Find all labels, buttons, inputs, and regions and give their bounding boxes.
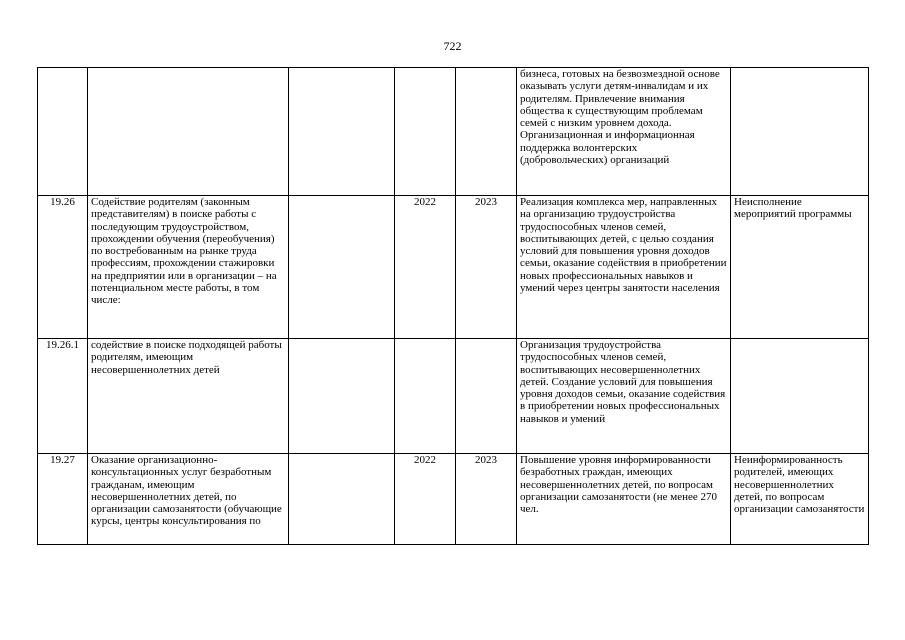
row-number-cell: 19.26.1 (38, 339, 88, 454)
measure-name-cell (88, 68, 289, 196)
empty-cell (289, 196, 395, 339)
start-year-cell: 2022 (395, 196, 456, 339)
measure-name-cell: содействие в поиске подходящей работы родителям, имеющим несовершеннолетних детей (88, 339, 289, 454)
expected-result-cell: бизнеса, готовых на безвозмездной основе оказывать услуги детям-инвалидам и их родителям. Привлечение внимания общества к существующим проблемам семей с низким уровнем дохода. Организационная и информационная поддержка волонтерских (добровольческих) организаций (517, 68, 731, 196)
expected-result-cell: Реализация комплекса мер, направленных на организацию трудоустройства трудоспособных членов семей, воспитывающих детей, с целью создания условий для повышения уровня доходов семьи, оказание содействия в приобретении новых профессиональных навыков и умений через центры занятости населения (517, 196, 731, 339)
empty-cell (289, 68, 395, 196)
expected-result-cell: Повышение уровня информированности безработных граждан, имеющих несовершеннолетних детей, по вопросам организации самозанятости (не менее 270 чел. (517, 454, 731, 545)
empty-cell (289, 339, 395, 454)
measures-table (37, 67, 869, 545)
row-number-cell (38, 68, 88, 196)
end-year-cell (456, 339, 517, 454)
measure-name-cell: Содействие родителям (законным представителям) в поиске работы с последующим трудоустройством, прохождении обучения (переобучения) по востребованным на рынке труда профессиям, прохождении стажировки на предприятии или в организации – на потенциальном месте работы, в том числе: (88, 196, 289, 339)
row-number-cell: 19.27 (38, 454, 88, 545)
empty-cell (289, 454, 395, 545)
risk-cell: Неисполнение мероприятий программы (731, 196, 869, 339)
table-row (38, 454, 869, 545)
start-year-cell: 2022 (395, 454, 456, 545)
measure-name-cell: Оказание организационно-консультационных услуг безработным гражданам, имеющим несовершеннолетних детей, по организации самозанятости (обучающие курсы, центры консультирования по (88, 454, 289, 545)
end-year-cell: 2023 (456, 196, 517, 339)
risk-cell (731, 68, 869, 196)
start-year-cell (395, 339, 456, 454)
table-row (38, 339, 869, 454)
table-row (38, 196, 869, 339)
expected-result-cell: Организация трудоустройства трудоспособных членов семей, воспитывающих несовершеннолетних детей. Создание условий для повышения уровня доходов семьи, оказание содействия в приобретении новых профессиональных навыков и умений (517, 339, 731, 454)
table-row (38, 68, 869, 196)
end-year-cell: 2023 (456, 454, 517, 545)
risk-cell: Неинформированность родителей, имеющих несовершеннолетних детей, по вопросам организации самозанятости (731, 454, 869, 545)
end-year-cell (456, 68, 517, 196)
page-number: 722 (443, 39, 462, 53)
risk-cell (731, 339, 869, 454)
row-number-cell: 19.26 (38, 196, 88, 339)
start-year-cell (395, 68, 456, 196)
